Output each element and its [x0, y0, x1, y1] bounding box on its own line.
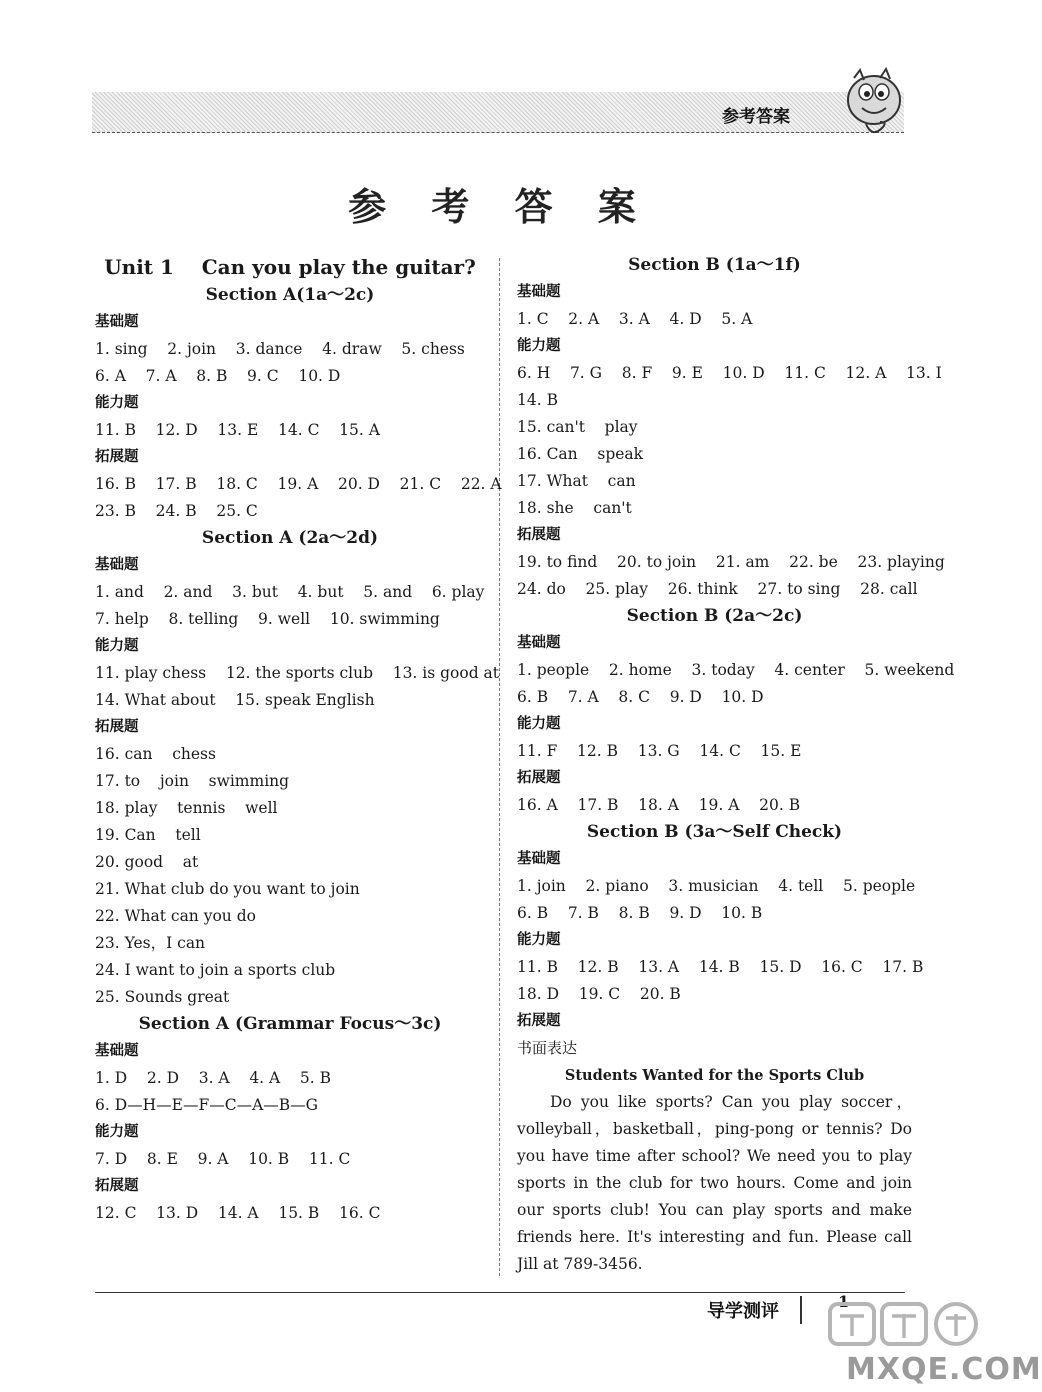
left-column: [95, 252, 502, 1227]
essay-paragraph: Do you like sports? Can you play soccer，volleyball，basketball，ping-pong or tennis? Do you have time after school? We need you to play sports in the club for two hours. Come and join our sports club! You can play sports and make friends here. It's interesting and fun. Please call Jill at 789-3456.: [517, 1093, 912, 1273]
header-title: 参考答案: [722, 107, 790, 127]
answer-line: 16. Can speak: [517, 445, 644, 463]
answer-line: 7. help 8. telling 9. well 10. swimming: [95, 610, 440, 628]
answer-line: 6. D—H—E—F—C—A—B—G: [95, 1096, 319, 1114]
page-title: 参 考 答 案: [348, 184, 652, 229]
answer-line: 6. B 7. B 8. B 9. D 10. B: [517, 904, 763, 922]
category-basic: 基础题: [517, 284, 561, 300]
answer-line: 12. C 13. D 14. A 15. B 16. C: [95, 1204, 381, 1222]
answer-line: 17. to join swimming: [95, 772, 290, 790]
answer-line: 11. F 12. B 13. G 14. C 15. E: [517, 742, 802, 760]
category-basic: 基础题: [517, 851, 561, 867]
answer-line: 6. H 7. G 8. F 9. E 10. D 11. C 12. A 13. I: [517, 364, 942, 382]
answer-line: 18. she can't: [517, 499, 632, 517]
answer-line: 11. B 12. B 13. A 14. B 15. D 16. C 17. B: [517, 958, 924, 976]
category-ability: 能力题: [95, 1124, 139, 1140]
answer-line: 25. Sounds great: [95, 988, 230, 1006]
section-title: Section A (Grammar Focus～3c): [138, 1014, 442, 1034]
answer-line: 17. What can: [517, 472, 636, 490]
answer-line: 1. and 2. and 3. but 4. but 5. and 6. play: [95, 583, 485, 601]
category-extension: 拓展题: [95, 449, 139, 465]
category-ability: 能力题: [95, 638, 139, 654]
dinosaur-mascot-icon: [836, 66, 912, 140]
answer-line: 23. Yes，I can: [95, 934, 206, 952]
answer-line: 11. play chess 12. the sports club 13. is good at: [95, 664, 500, 682]
category-basic: 基础题: [517, 635, 561, 651]
category-extension: 拓展题: [517, 527, 561, 543]
category-ability: 能力题: [517, 716, 561, 732]
category-ability: 能力题: [517, 338, 561, 354]
answer-line: 24. do 25. play 26. think 27. to sing 28. call: [517, 580, 918, 598]
page-number: 1: [838, 1292, 850, 1311]
answer-line: 14. What about 15. speak English: [95, 691, 375, 709]
category-ability: 能力题: [95, 395, 139, 411]
footer-label: 导学测评: [707, 1301, 779, 1322]
answer-line: 20. good at: [95, 853, 199, 871]
answer-line: 11. B 12. D 13. E 14. C 15. A: [95, 421, 380, 439]
category-ability: 能力题: [517, 932, 561, 948]
section-title: Section A (2a～2d): [201, 528, 379, 548]
section-title: Section B (1a～1f): [628, 255, 801, 275]
category-basic: 基础题: [95, 314, 139, 330]
answer-line: 19. Can tell: [95, 826, 201, 844]
answer-line: 6. A 7. A 8. B 9. C 10. D: [95, 367, 341, 385]
answer-line: 1. join 2. piano 3. musician 4. tell 5. people: [517, 877, 916, 895]
watermark-text: MXQE.COM: [846, 1352, 1042, 1387]
answer-line: 18. D 19. C 20. B: [517, 985, 681, 1003]
answer-line: 15. can't play: [517, 418, 638, 436]
category-extension: 拓展题: [95, 719, 139, 735]
answer-line: 1. D 2. D 3. A 4. A 5. B: [95, 1069, 332, 1087]
answer-line: 16. A 17. B 18. A 19. A 20. B: [517, 796, 801, 814]
answer-line: 23. B 24. B 25. C: [95, 502, 258, 520]
section-title: Section B (3a～Self Check): [586, 822, 843, 842]
answer-line: 14. B: [517, 391, 558, 409]
essay-title: Students Wanted for the Sports Club: [564, 1067, 865, 1084]
column-divider: [499, 258, 500, 1276]
written-expression-label: 书面表达: [517, 1039, 578, 1057]
footer-rule: [95, 1292, 905, 1293]
category-extension: 拓展题: [95, 1178, 139, 1194]
section-title: Section A(1a～2c): [205, 285, 375, 305]
answer-line: 19. to find 20. to join 21. am 22. be 23. playing: [517, 553, 945, 571]
answer-line: 21. What club do you want to join: [95, 880, 360, 898]
footer-separator: [800, 1296, 802, 1324]
unit-title: Unit 1 Can you play the guitar?: [104, 255, 476, 279]
answer-line: 6. B 7. A 8. C 9. D 10. D: [517, 688, 764, 706]
section-title: Section B (2a～2c): [626, 606, 803, 626]
category-basic: 基础题: [95, 557, 139, 573]
right-column: [517, 252, 955, 1278]
category-basic: 基础题: [95, 1043, 139, 1059]
category-extension: 拓展题: [517, 1013, 561, 1029]
answer-line: 22. What can you do: [95, 907, 256, 925]
answer-line: 1. sing 2. join 3. dance 4. draw 5. chess: [95, 340, 465, 358]
answer-line: 1. people 2. home 3. today 4. center 5. weekend: [517, 661, 955, 679]
answer-line: 16. B 17. B 18. C 19. A 20. D 21. C 22. A: [95, 475, 502, 493]
answer-line: 18. play tennis well: [95, 799, 278, 817]
answer-line: 24. I want to join a sports club: [95, 961, 336, 979]
answer-line: 1. C 2. A 3. A 4. D 5. A: [517, 310, 753, 328]
category-extension: 拓展题: [517, 770, 561, 786]
answer-line: 16. can chess: [95, 745, 216, 763]
answer-line: 7. D 8. E 9. A 10. B 11. C: [95, 1150, 351, 1168]
